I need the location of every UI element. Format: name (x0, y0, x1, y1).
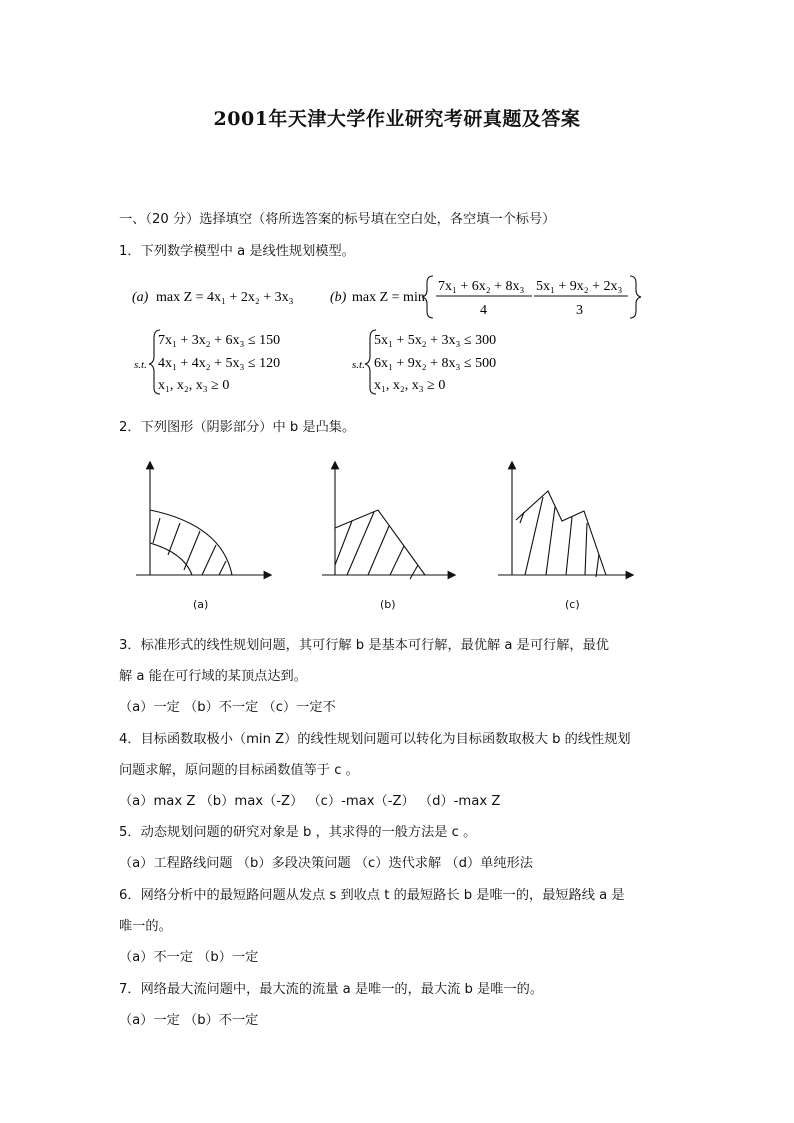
question-6-line-2: 唯一的。 (119, 919, 172, 934)
model-b-st: s.t. (352, 359, 365, 371)
question-2: 2．下列图形（阴影部分）中 b 是凸集。 (119, 420, 356, 435)
model-a-constraint-3: x₁, x₂, x₃ ≥ 0 (158, 378, 230, 393)
question-7-options: （a）一定 （b）不一定 (119, 1013, 259, 1028)
math-models (120, 268, 680, 398)
question-3-line-1: 3．标准形式的线性规划问题，其可行解 b 是基本可行解，最优解 a 是可行解，最优 (119, 638, 609, 653)
figure-a-outer-curve (150, 510, 232, 575)
page-title: 2001年天津大学作业研究考研真题及答案 (213, 108, 581, 130)
model-a-constraint-2: 4x₁ + 4x₂ + 5x₃ ≤ 120 (158, 356, 281, 371)
left-brace-icon (422, 276, 433, 318)
frac2-numerator: 5x₁ + 9x₂ + 2x₃ (536, 279, 623, 294)
right-brace-icon (630, 276, 641, 318)
figure-a-caption: (a) (193, 598, 209, 611)
question-1: 1．下列数学模型中 a 是线性规划模型。 (119, 244, 355, 259)
figure-c (498, 465, 630, 577)
figure-c-boundary (516, 491, 606, 575)
model-a-constraint-1: 7x₁ + 3x₂ + 6x₃ ≤ 150 (158, 333, 281, 348)
convex-set-figures (0, 455, 794, 620)
figure-b-caption: (b) (380, 598, 396, 611)
question-6-options: （a）不一定 （b）一定 (119, 950, 259, 965)
question-4-line-2: 问题求解，原问题的目标函数值等于 c 。 (119, 763, 359, 778)
model-b-objective: max Z = min (352, 290, 425, 305)
figure-b-boundary (335, 510, 425, 575)
frac1-denominator: 4 (480, 303, 487, 318)
section-1-heading: 一、（20 分）选择填空（将所选答案的标号填在空白处，各空填一个标号） (119, 212, 556, 227)
question-3-line-2: 解 a 能在可行域的某顶点达到。 (119, 669, 307, 684)
model-a-label: (a) (132, 290, 149, 305)
model-a-st: s.t. (134, 359, 147, 371)
question-5: 5．动态规划问题的研究对象是 b ，其求得的一般方法是 c 。 (119, 825, 477, 840)
question-4-line-1: 4．目标函数取极小（min Z）的线性规划问题可以转化为目标函数取极大 b 的线性规划 (119, 732, 631, 747)
figure-c-caption: (c) (565, 598, 580, 611)
figure-a (136, 465, 268, 575)
frac1-numerator: 7x₁ + 6x₂ + 8x₃ (438, 279, 525, 294)
model-b-constraint-1: 5x₁ + 5x₂ + 3x₃ ≤ 300 (374, 333, 497, 348)
model-b-constraint-2: 6x₁ + 9x₂ + 8x₃ ≤ 500 (374, 356, 497, 371)
model-b-label: (b) (330, 290, 347, 305)
question-6-line-1: 6．网络分析中的最短路问题从发点 s 到收点 t 的最短路长 b 是唯一的，最短路线 a 是 (119, 888, 625, 903)
figure-b (322, 465, 452, 579)
question-5-options: （a）工程路线问题 （b）多段决策问题 （c）迭代求解 （d）单纯形法 (119, 856, 533, 871)
question-7: 7．网络最大流问题中，最大流的流量 a 是唯一的，最大流 b 是唯一的。 (119, 982, 544, 997)
question-3-options: （a）一定 （b）不一定 （c）一定不 (119, 700, 336, 715)
model-b-constraint-3: x₁, x₂, x₃ ≥ 0 (374, 378, 446, 393)
frac2-denominator: 3 (576, 303, 583, 318)
model-a-objective: max Z = 4x₁ + 2x₂ + 3x₃ (156, 290, 294, 305)
question-4-options: （a）max Z （b）max（-Z） （c）-max（-Z） （d）-max Z (119, 794, 501, 809)
